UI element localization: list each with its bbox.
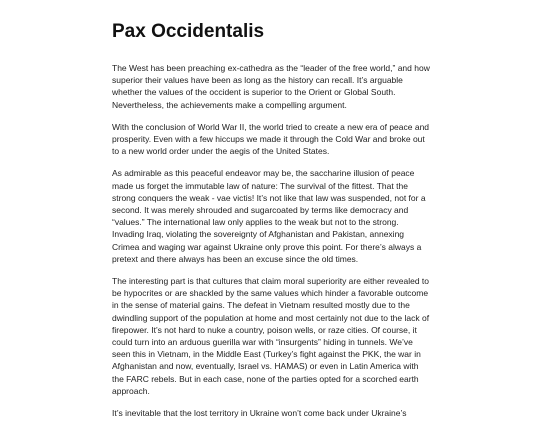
article-paragraph-3: As admirable as this peaceful endeavor may be, the saccharine illusion of peace made us forget the immutable law of nature: The survival of the fittest. That the strong conquers the weak - vae victis! It’s not like that law was suspended, not for a second. It was merely shrouded and sugarcoated by terms like democracy and “values.” The international law only applies to the weak but not to the strong. Invading Iraq, violating the sovereignty of Afghanistan and Pakistan, annexing Crimea and waging war against Ukraine only prove this point. For there’s always a pretext and there always has been an excuse since the old times.	[112, 168, 426, 264]
article-title: Pax Occidentalis	[112, 21, 265, 42]
article-paragraph-5: It’s inevitable that the lost territory in Ukraine won’t come back under Ukraine’s	[112, 408, 407, 419]
article-paragraph-1: The West has been preaching ex-cathedra as the “leader of the free world,” and how superior their values have been as long as the history can recall. It’s arguable whether the values of the occident is superior to the Orient or Global South. Nevertheless, the achievements make a compelling argument.	[112, 63, 430, 110]
article	[112, 20, 430, 429]
article-paragraph-2: With the conclusion of World War II, the world tried to create a new era of peace and prosperity. Even with a few hiccups we made it through the Cold War and broke out to a new world order under the aegis of the United States.	[112, 121, 430, 157]
article-paragraph-4: The interesting part is that cultures that claim moral superiority are either revealed to be hypocrites or are shackled by the same values which hinder a favorable outcome in the sense of material gains. The defeat in Vietnam resulted mostly due to the dwindling support of the population at home and most certainly not due to the lack of firepower. It’s not hard to nuke a country, poison wells, or raze cities. Of course, it could turn into an arduous guerilla war with “insurgents” hiding in tunnels. We’ve seen this in Vietnam, in the Middle East (Turkey’s fight against the PKK, the war in Afghanistan and now, eventually, Israel vs. HAMAS) or even in Latin America with the FARC rebels. But in each case, none of the parties opted for a scorched earth approach.	[112, 276, 430, 396]
